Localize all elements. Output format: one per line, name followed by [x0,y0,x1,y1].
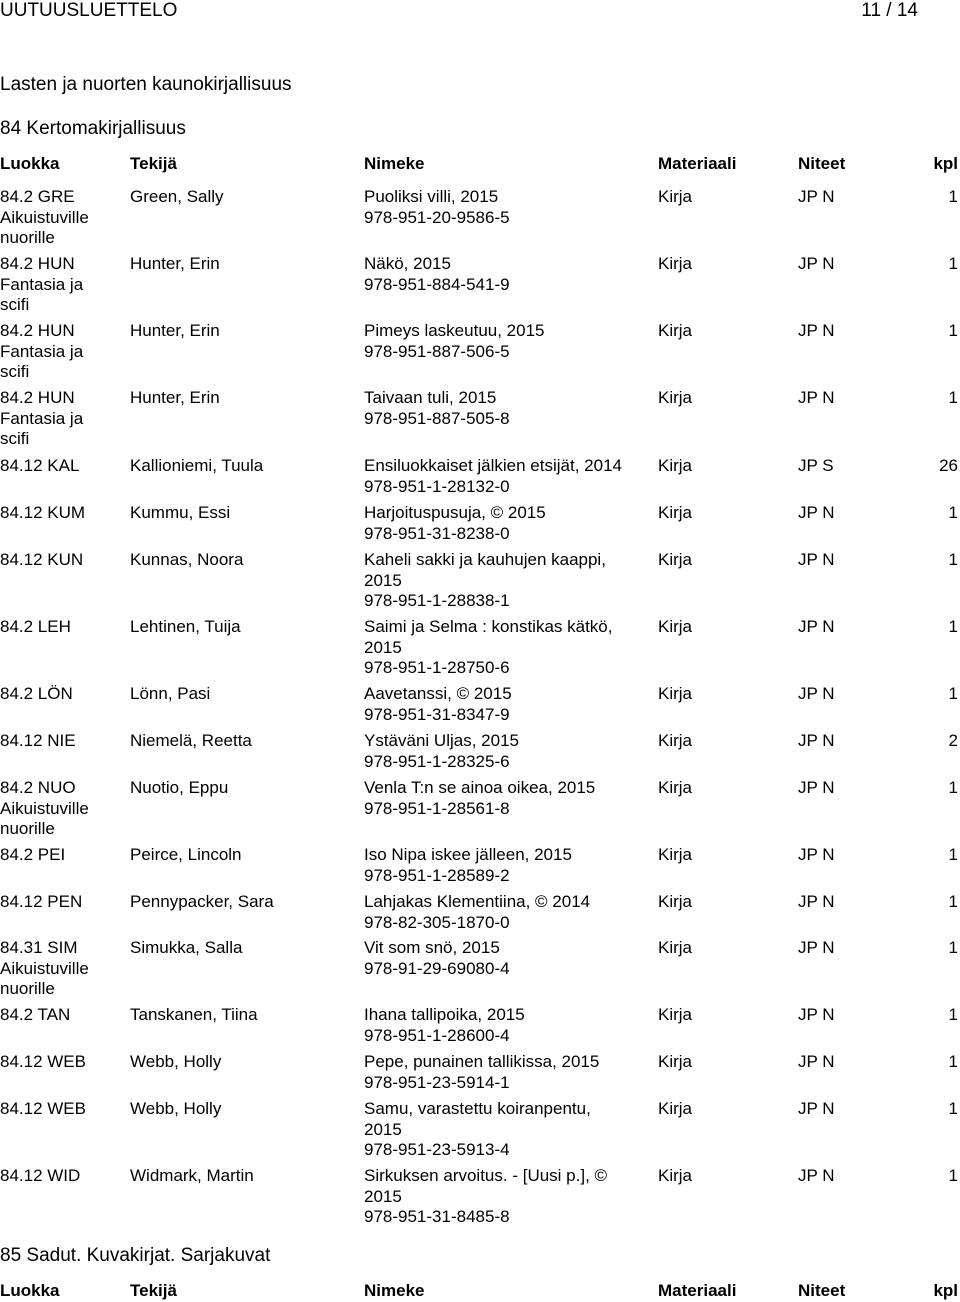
cell-luokka-line: scifi [0,295,30,314]
cell-nimeke [364,845,654,886]
cell-kpl: 1 [948,1005,958,1024]
cell-nimeke [364,617,654,679]
cell-nimeke-line: 978-951-1-28561-8 [364,798,510,818]
cell-luokka-line: 84.2 GRE [0,187,75,206]
cell-niteet: JP N [798,503,835,522]
col-materiaali: Materiaali [658,1281,737,1300]
cell-nimeke-line: 2015 [364,570,402,590]
cell-niteet: JP N [798,1166,835,1185]
cell-luokka-line: 84.12 WID [0,1166,81,1185]
cell-luokka-line: 84.2 LEH [0,617,71,636]
cell-tekija: Nuotio, Eppu [130,778,229,797]
cell-niteet: JP N [798,617,835,636]
cell-nimeke-line: Ensiluokkaiset jälkien etsijät, 2014 [364,456,622,475]
cell-nimeke-line: 978-951-23-5914-1 [364,1072,510,1092]
cell-tekija: Lehtinen, Tuija [130,617,241,636]
cell-luokka [0,617,125,638]
cell-nimeke [364,550,654,612]
cell-materiaali: Kirja [658,1005,693,1024]
col-niteet: Niteet [798,1281,846,1300]
cell-luokka [0,456,125,477]
cell-tekija: Peirce, Lincoln [130,845,242,864]
subsection-heading: 84 Kertomakirjallisuus [0,118,186,139]
cell-materiaali: Kirja [658,254,693,273]
cell-niteet: JP N [798,321,835,340]
cell-luokka [0,1052,125,1073]
cell-kpl: 1 [948,1052,958,1071]
cell-luokka [0,1166,125,1187]
cell-luokka [0,1005,125,1026]
cell-nimeke [364,731,654,772]
col-luokka: Luokka [0,1281,60,1300]
cell-kpl: 1 [948,321,958,340]
cell-nimeke [364,684,654,725]
cell-materiaali: Kirja [658,550,693,569]
cell-luokka-line: Fantasia ja [0,408,84,428]
page-number: 11 / 14 [861,0,918,21]
cell-nimeke-line: Taivaan tuli, 2015 [364,388,497,407]
cell-kpl: 1 [948,550,958,569]
cell-luokka-line: 84.2 HUN [0,254,75,273]
cell-niteet: JP N [798,938,835,957]
cell-nimeke-line: 978-951-1-28325-6 [364,751,510,771]
cell-materiaali: Kirja [658,187,693,206]
cell-tekija: Webb, Holly [130,1052,222,1071]
col-tekija: Tekijä [130,154,177,173]
cell-tekija: Hunter, Erin [130,321,220,340]
col-nimeke: Nimeke [364,154,425,173]
cell-nimeke [364,187,654,228]
cell-kpl: 2 [948,731,958,750]
cell-nimeke-line: Vit som snö, 2015 [364,938,500,957]
cell-niteet: JP N [798,388,835,407]
cell-luokka-line: Aikuistuville [0,207,89,227]
cell-nimeke-line: 978-951-31-8238-0 [364,523,510,543]
cell-luokka-line: 84.2 LÖN [0,684,73,703]
cell-nimeke-line: Sirkuksen arvoitus. - [Uusi p.], © [364,1166,608,1185]
cell-niteet: JP N [798,1052,835,1071]
cell-nimeke [364,892,654,933]
cell-nimeke-line: Samu, varastettu koiranpentu, [364,1099,591,1118]
cell-nimeke [364,778,654,819]
cell-materiaali: Kirja [658,684,693,703]
cell-nimeke-line: 978-82-305-1870-0 [364,912,510,932]
cell-kpl: 1 [948,892,958,911]
cell-luokka-line: 84.31 SIM [0,938,78,957]
document-title: UUTUUSLUETTELO [0,0,178,21]
cell-materiaali: Kirja [658,1099,693,1118]
cell-nimeke-line: 978-951-1-28589-2 [364,865,510,885]
cell-luokka-line: 84.12 WEB [0,1099,86,1118]
cell-luokka [0,187,125,249]
cell-nimeke-line: Venla T:n se ainoa oikea, 2015 [364,778,596,797]
cell-nimeke [364,254,654,295]
cell-nimeke-line: Lahjakas Klementiina, © 2014 [364,892,591,911]
cell-luokka-line: 84.12 KUM [0,503,86,522]
cell-nimeke-line: Aavetanssi, © 2015 [364,684,512,703]
cell-niteet: JP S [798,456,834,475]
cell-nimeke-line: Näkö, 2015 [364,254,451,273]
cell-nimeke [364,503,654,544]
cell-luokka-line: Fantasia ja [0,274,84,294]
col-kpl: kpl [933,154,958,173]
cell-nimeke-line: Ihana tallipoika, 2015 [364,1005,525,1024]
cell-tekija: Niemelä, Reetta [130,731,252,750]
cell-nimeke-line: 978-951-1-28750-6 [364,658,510,677]
cell-nimeke-line: Pepe, punainen tallikissa, 2015 [364,1052,600,1071]
cell-kpl: 1 [948,388,958,407]
cell-nimeke-line: Iso Nipa iskee jälleen, 2015 [364,845,572,864]
cell-niteet: JP N [798,892,835,911]
cell-luokka [0,503,125,524]
cell-tekija: Widmark, Martin [130,1166,254,1185]
cell-luokka-line: 84.12 KUN [0,550,84,569]
cell-luokka-line: 84.2 NUO [0,778,76,797]
cell-luokka [0,845,125,866]
cell-nimeke-line: 978-951-1-28132-0 [364,476,510,496]
cell-tekija: Tanskanen, Tiina [130,1005,258,1024]
cell-nimeke-line: Kaheli sakki ja kauhujen kaappi, [364,550,606,569]
cell-kpl: 1 [948,778,958,797]
cell-nimeke [364,1005,654,1046]
col-materiaali: Materiaali [658,154,737,173]
cell-luokka-line: 84.2 HUN [0,321,75,340]
cell-nimeke-line: 978-951-31-8347-9 [364,704,510,724]
cell-luokka [0,550,125,571]
cell-nimeke [364,456,654,497]
cell-nimeke-line: 978-951-887-505-8 [364,408,510,428]
cell-niteet: JP N [798,254,835,273]
cell-luokka [0,684,125,705]
cell-tekija: Hunter, Erin [130,388,220,407]
cell-luokka-line: 84.12 KAL [0,456,80,475]
cell-materiaali: Kirja [658,938,693,957]
cell-materiaali: Kirja [658,1052,693,1071]
cell-nimeke [364,1052,654,1093]
cell-kpl: 1 [948,684,958,703]
cell-niteet: JP N [798,550,835,569]
cell-niteet: JP N [798,684,835,703]
cell-materiaali: Kirja [658,778,693,797]
cell-nimeke-line: Puoliksi villi, 2015 [364,187,499,206]
cell-tekija: Kummu, Essi [130,503,231,522]
cell-luokka-line: 84.12 PEN [0,892,83,911]
col-luokka: Luokka [0,154,60,173]
cell-materiaali: Kirja [658,845,693,864]
cell-tekija: Webb, Holly [130,1099,222,1118]
cell-luokka [0,778,125,840]
cell-luokka-line: 84.2 PEI [0,845,66,864]
cell-nimeke-line: 2015 [364,1186,402,1206]
cell-materiaali: Kirja [658,617,693,636]
col-kpl: kpl [933,1281,958,1300]
cell-tekija: Kallioniemi, Tuula [130,456,264,475]
cell-kpl: 1 [948,187,958,206]
cell-niteet: JP N [798,1099,835,1118]
cell-nimeke [364,321,654,362]
cell-luokka-line: nuorille [0,819,55,838]
cell-tekija: Green, Sally [130,187,224,206]
cell-tekija: Simukka, Salla [130,938,243,957]
cell-materiaali: Kirja [658,731,693,750]
cell-luokka-line: 84.2 HUN [0,388,75,407]
cell-kpl: 1 [948,1166,958,1185]
cell-niteet: JP N [798,1005,835,1024]
cell-nimeke [364,938,654,979]
cell-nimeke-line: 2015 [364,637,402,657]
cell-luokka [0,254,125,316]
cell-materiaali: Kirja [658,388,693,407]
cell-kpl: 1 [948,254,958,273]
cell-luokka-line: 84.2 TAN [0,1005,71,1024]
cell-nimeke [364,1099,654,1161]
cell-nimeke-line: 978-951-31-8485-8 [364,1207,510,1226]
cell-luokka-line: nuorille [0,979,55,998]
cell-kpl: 1 [948,1099,958,1118]
cell-kpl: 1 [948,617,958,636]
cell-tekija: Hunter, Erin [130,254,220,273]
cell-tekija: Kunnas, Noora [130,550,244,569]
cell-luokka-line: nuorille [0,228,55,247]
cell-kpl: 1 [948,938,958,957]
next-section-heading: 85 Sadut. Kuvakirjat. Sarjakuvat [0,1245,271,1266]
cell-niteet: JP N [798,845,835,864]
cell-nimeke-line: 2015 [364,1119,402,1139]
cell-nimeke [364,388,654,429]
cell-luokka [0,731,125,752]
col-niteet: Niteet [798,154,846,173]
cell-nimeke-line: 978-951-1-28838-1 [364,591,510,610]
cell-nimeke-line: 978-951-884-541-9 [364,274,510,294]
cell-niteet: JP N [798,778,835,797]
cell-luokka [0,1099,125,1120]
cell-kpl: 1 [948,845,958,864]
cell-nimeke-line: Harjoituspusuja, © 2015 [364,503,546,522]
cell-luokka-line: 84.12 WEB [0,1052,86,1071]
cell-materiaali: Kirja [658,321,693,340]
cell-materiaali: Kirja [658,456,693,475]
cell-luokka [0,388,125,450]
cell-nimeke-line: 978-951-20-9586-5 [364,207,510,227]
cell-tekija: Pennypacker, Sara [130,892,274,911]
col-tekija: Tekijä [130,1281,177,1300]
cell-niteet: JP N [798,731,835,750]
cell-materiaali: Kirja [658,503,693,522]
cell-luokka-line: Aikuistuville [0,958,89,978]
section-heading: Lasten ja nuorten kaunokirjallisuus [0,74,292,95]
cell-materiaali: Kirja [658,892,693,911]
cell-materiaali: Kirja [658,1166,693,1185]
cell-kpl: 1 [948,503,958,522]
cell-kpl: 26 [939,456,958,475]
cell-luokka-line: Aikuistuville [0,798,89,818]
cell-nimeke-line: Ystäväni Uljas, 2015 [364,731,519,750]
cell-nimeke-line: 978-951-887-506-5 [364,341,510,361]
cell-luokka-line: Fantasia ja [0,341,84,361]
cell-luokka [0,321,125,383]
cell-nimeke-line: 978-91-29-69080-4 [364,958,510,978]
cell-luokka [0,938,125,1000]
cell-luokka [0,892,125,913]
cell-nimeke [364,1166,654,1228]
cell-luokka-line: scifi [0,429,30,448]
cell-nimeke-line: Saimi ja Selma : konstikas kätkö, [364,617,613,636]
cell-luokka-line: scifi [0,362,30,381]
cell-nimeke-line: 978-951-1-28600-4 [364,1025,510,1045]
cell-luokka-line: 84.12 NIE [0,731,76,750]
col-nimeke: Nimeke [364,1281,425,1300]
cell-tekija: Lönn, Pasi [130,684,211,703]
cell-nimeke-line: Pimeys laskeutuu, 2015 [364,321,545,340]
cell-niteet: JP N [798,187,835,206]
cell-nimeke-line: 978-951-23-5913-4 [364,1140,510,1159]
